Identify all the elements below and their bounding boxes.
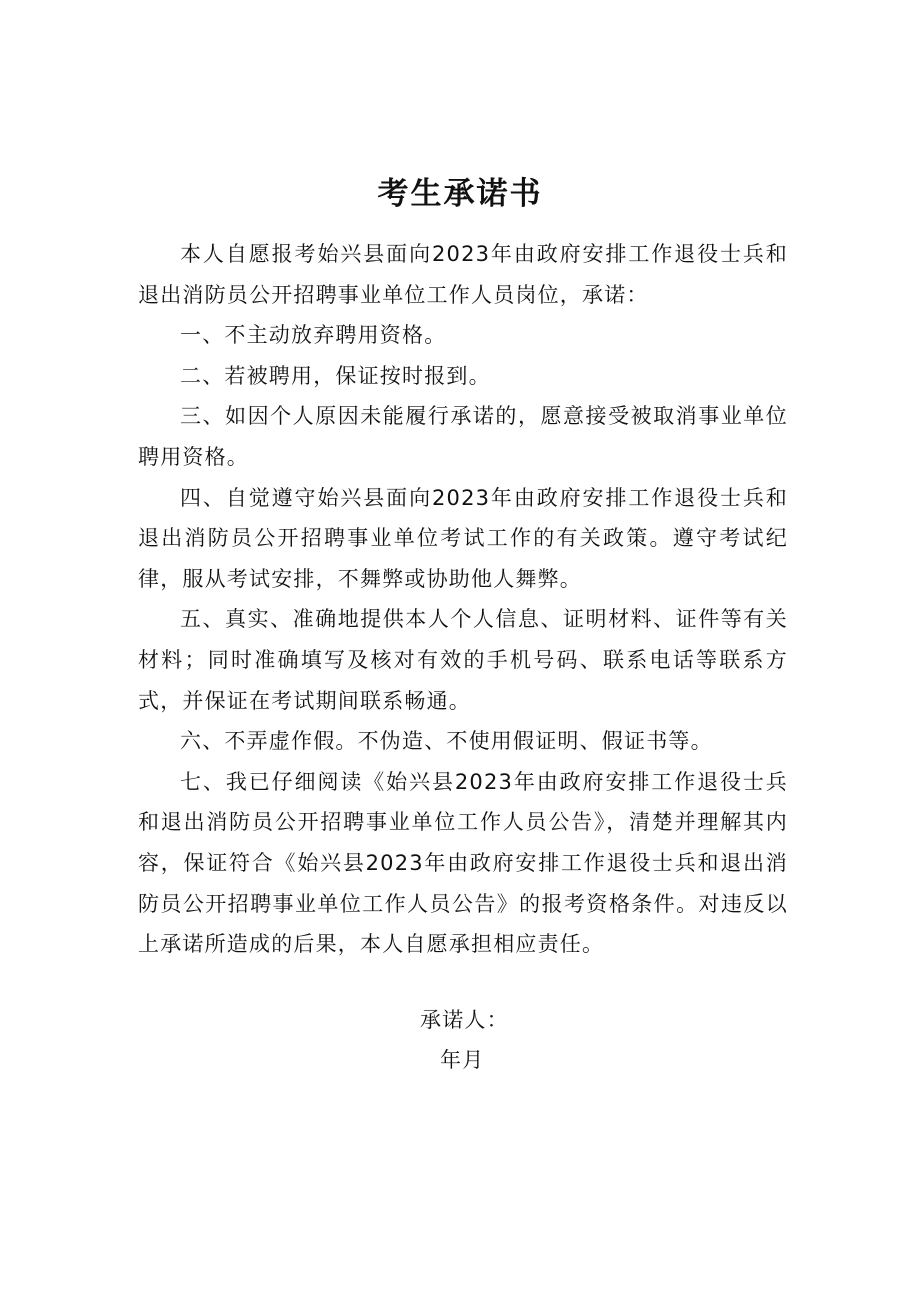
document-title: 考生承诺书	[377, 176, 543, 212]
signature-block	[420, 1000, 509, 1080]
paragraph-intro: 本人自愿报考始兴县面向2023年由政府安排工作退役士兵和退出消防员公开招聘事业单位工作人员岗位，承诺：	[138, 242, 788, 307]
paragraph-item-1: 一、不主动放弃聘用资格。	[180, 323, 447, 348]
date-label: 年月	[440, 1048, 485, 1072]
paragraph-item-2: 二、若被聘用，保证按时报到。	[180, 363, 491, 388]
paragraph-item-3: 三、如因个人原因未能履行承诺的，愿意接受被取消事业单位聘用资格。	[138, 404, 788, 469]
paragraph-item-4: 四、自觉遵守始兴县面向2023年由政府安排工作退役士兵和退出消防员公开招聘事业单位考试工作的有关政策。遵守考试纪律，服从考试安排，不舞弊或协助他人舞弊。	[138, 485, 788, 591]
paragraph-item-5: 五、真实、准确地提供本人个人信息、证明材料、证件等有关材料；同时准确填写及核对有效的手机号码、联系电话等联系方式，并保证在考试期间联系畅通。	[138, 607, 788, 713]
paragraph-item-6: 六、不弄虚作假。不伪造、不使用假证明、假证书等。	[180, 729, 713, 754]
document-body	[138, 234, 788, 965]
signature-label: 承诺人：	[420, 1008, 509, 1032]
paragraph-item-7: 七、我已仔细阅读《始兴县2023年由政府安排工作退役士兵和退出消防员公开招聘事业单位工作人员公告》，清楚并理解其内容，保证符合《始兴县2023年由政府安排工作退役士兵和退出消防员公开招聘事业单位工作人员公告》的报考资格条件。对违反以上承诺所造成的后果，本人自愿承担相应责任。	[138, 769, 788, 957]
